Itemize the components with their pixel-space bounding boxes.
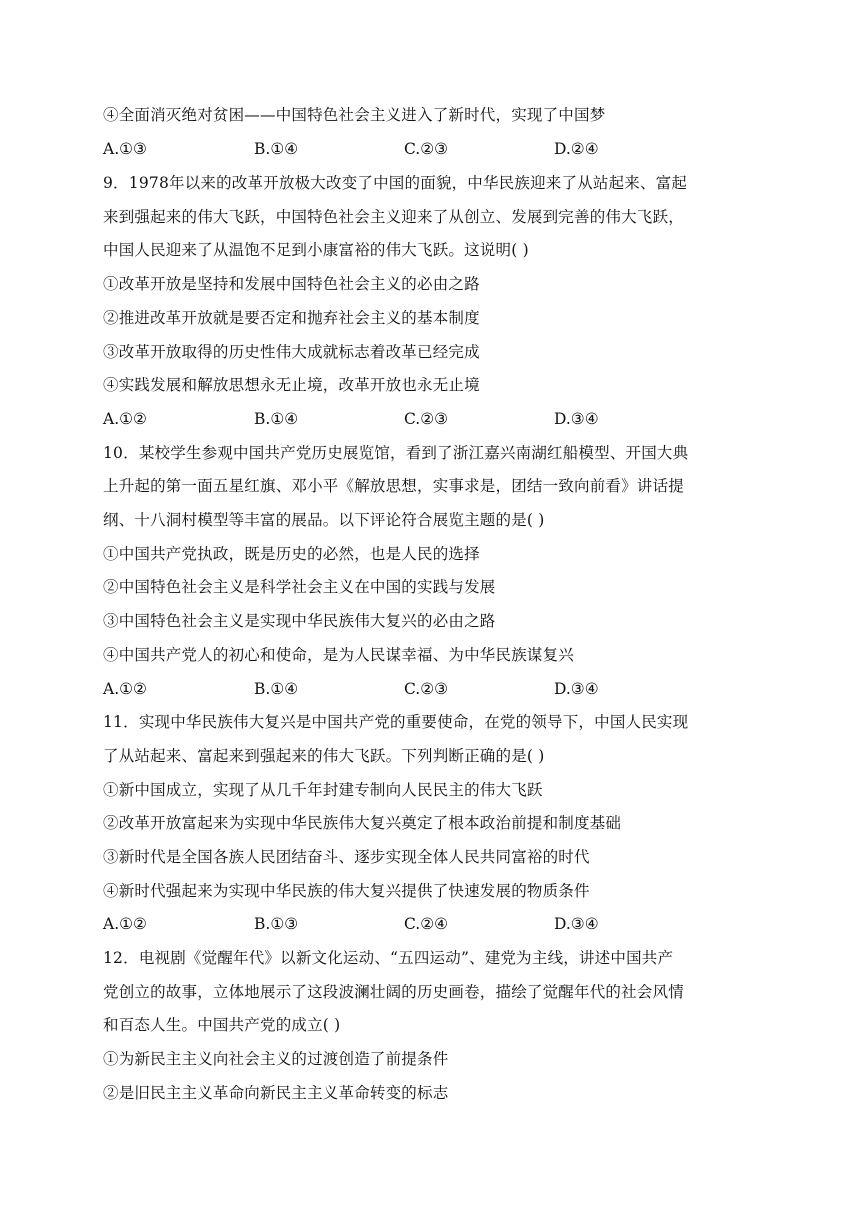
q8-option-d: D.②④ (554, 140, 599, 158)
q10-stem-line-2: 上升起的第一面五星红旗、邓小平《解放思想，实事求是，团结一致向前看》讲话提 (103, 477, 684, 495)
q9-option-b: B.①④ (254, 410, 299, 428)
q11-choice-3: ③新时代是全国各族人民团结奋斗、逐步实现全体人民共同富裕的时代 (103, 848, 590, 866)
q11-stem-line-2: 了从站起来、富起来到强起来的伟大飞跃。下列判断正确的是( ) (103, 747, 545, 765)
q10-choice-2: ②中国特色社会主义是科学社会主义在中国的实践与发展 (103, 578, 496, 596)
q8-choice-4: ④全面消灭绝对贫困——中国特色社会主义进入了新时代，实现了中国梦 (103, 106, 606, 124)
q9-choice-1: ①改革开放是坚持和发展中国特色社会主义的必由之路 (103, 275, 480, 293)
q11-option-a: A.①② (103, 915, 147, 933)
q11-option-b: B.①③ (254, 915, 299, 933)
q8-option-a: A.①③ (103, 140, 147, 158)
q8-option-b: B.①④ (254, 140, 299, 158)
q10-option-c: C.②③ (404, 680, 449, 698)
q12-choice-1: ①为新民主主义向社会主义的过渡创造了前提条件 (103, 1050, 449, 1068)
q10-choice-1: ①中国共产党执政，既是历史的必然，也是人民的选择 (103, 545, 480, 563)
q9-option-c: C.②③ (404, 410, 449, 428)
q9-option-d: D.③④ (554, 410, 599, 428)
q10-stem-line-1: 10．某校学生参观中国共产党历史展览馆，看到了浙江嘉兴南湖红船模型、开国大典 (103, 444, 689, 462)
q12-choice-2: ②是旧民主主义革命向新民主主义革命转变的标志 (103, 1084, 449, 1102)
q9-choice-4: ④实践发展和解放思想永无止境，改革开放也永无止境 (103, 376, 480, 394)
q11-option-c: C.②④ (404, 915, 449, 933)
q9-choice-2: ②推进改革开放就是要否定和抛弃社会主义的基本制度 (103, 309, 480, 327)
q12-stem-line-3: 和百态人生。中国共产党的成立( ) (103, 1016, 341, 1034)
q11-stem-line-1: 11．实现中华民族伟大复兴是中国共产党的重要使命，在党的领导下，中国人民实现 (103, 713, 689, 731)
q10-option-b: B.①④ (254, 680, 299, 698)
q10-choice-4: ④中国共产党人的初心和使命，是为人民谋幸福、为中华民族谋复兴 (103, 646, 575, 664)
q10-option-a: A.①② (103, 680, 147, 698)
q11-choice-2: ②改革开放富起来为实现中华民族伟大复兴奠定了根本政治前提和制度基础 (103, 814, 622, 832)
q10-option-d: D.③④ (554, 680, 599, 698)
q11-choice-4: ④新时代强起来为实现中华民族的伟大复兴提供了快速发展的物质条件 (103, 882, 590, 900)
q10-stem-line-3: 纲、十八洞村模型等丰富的展品。以下评论符合展览主题的是( ) (103, 511, 545, 529)
q9-stem-line-1: 9．1978年以来的改革开放极大改变了中国的面貌，中华民族迎来了从站起来、富起 (103, 174, 688, 192)
q9-stem-line-2: 来到强起来的伟大飞跃，中国特色社会主义迎来了从创立、发展到完善的伟大飞跃， (103, 208, 684, 226)
q9-option-a: A.①② (103, 410, 147, 428)
q11-option-d: D.③④ (554, 915, 599, 933)
q10-choice-3: ③中国特色社会主义是实现中华民族伟大复兴的必由之路 (103, 612, 496, 630)
q9-stem-line-3: 中国人民迎来了从温饱不足到小康富裕的伟大飞跃。这说明( ) (103, 241, 529, 259)
q12-stem-line-2: 党创立的故事，立体地展示了这段波澜壮阔的历史画卷，描绘了觉醒年代的社会风情 (103, 983, 684, 1001)
q11-choice-1: ①新中国成立，实现了从几千年封建专制向人民民主的伟大飞跃 (103, 781, 543, 799)
q12-stem-line-1: 12．电视剧《觉醒年代》以新文化运动、“五四运动”、建党为主线，讲述中国共产 (103, 949, 674, 967)
q9-choice-3: ③改革开放取得的历史性伟大成就标志着改革已经完成 (103, 343, 480, 361)
q8-option-c: C.②③ (404, 140, 449, 158)
